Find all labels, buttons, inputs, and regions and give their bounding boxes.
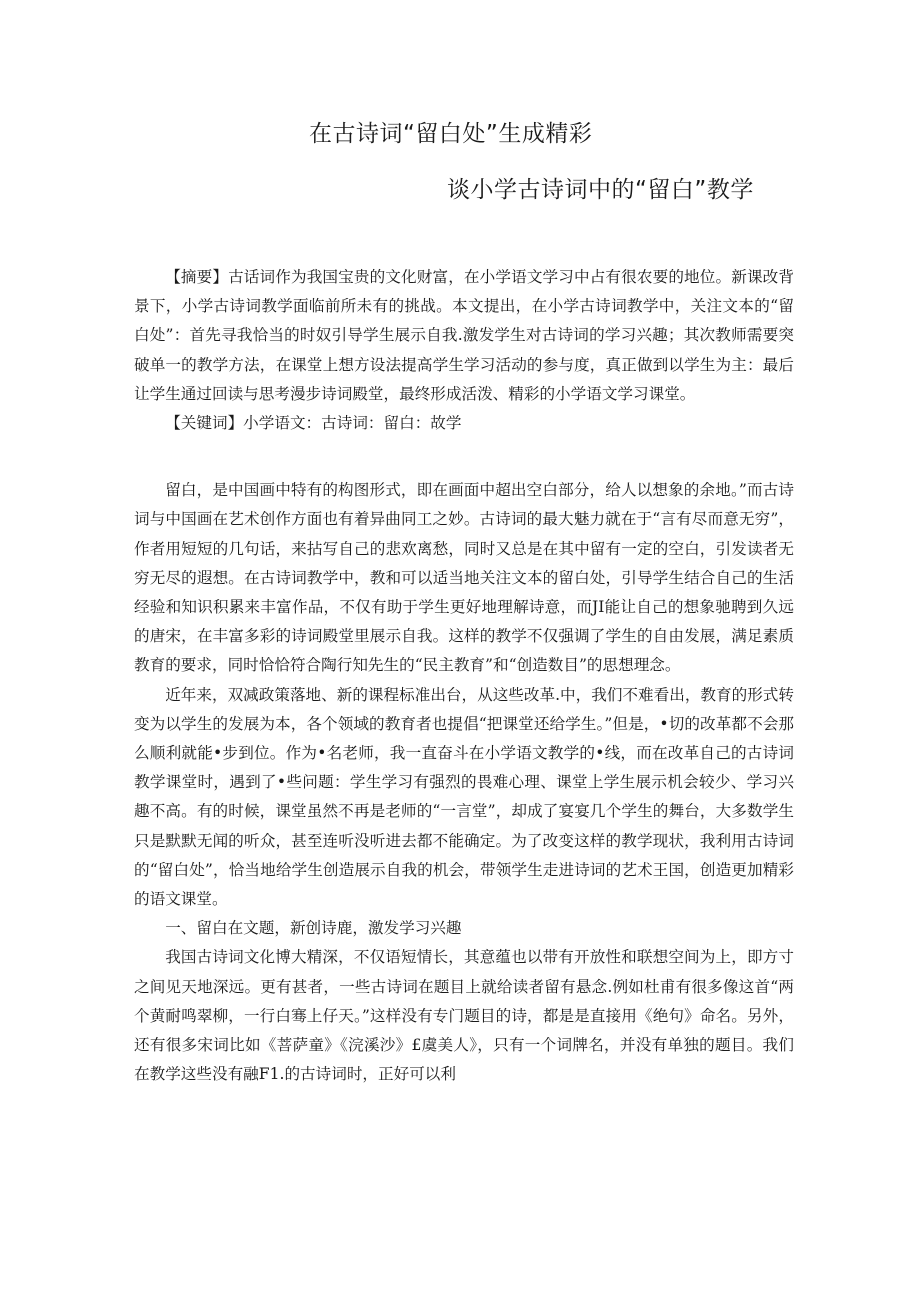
document-body — [134, 263, 794, 1089]
section-spacer — [134, 438, 794, 476]
section-heading-1: 一、留白在文题，新创诗鹿，激发学习兴趣 — [165, 919, 462, 938]
document-title: 在古诗词“留白处”生成精彩 — [309, 121, 593, 147]
document-subtitle: 谈小学古诗词中的“留白”教学 — [447, 177, 754, 203]
keywords-paragraph: 【关键词】小学语文：古诗词：留白：故学 — [165, 414, 462, 433]
abstract-paragraph: 【摘要】古话词作为我国宝贵的文化财富，在小学语文学习中占有很农要的地位。新课改背景下，小学古诗词教学面临前所未有的挑战。本文提出，在小学古诗词教学中，关注文本的“留白处”：首先寻我恰当的时奴引导学生展示自我.激发学生对古诗词的学习兴趣；其次教师需要突破单一的教学方法，在课堂上想方设法提高学生学习活动的参与度，真正做到以学生为主：最后让学生通过回读与思考漫步诗词殿堂，最终形成活泼、精彩的小学语文学习课堂。 — [134, 268, 794, 403]
body-paragraph-3: 我国古诗词文化博大精深，不仅语短情长，其意蕴也以带有开放性和联想空间为上，即方寸之间见天地深远。更有甚者，一些古诗词在题目上就给读者留有悬念.例如杜甫有很多像这首“两个黄耐鸣翠柳，一行白骞上仔天。”这样没有专门题目的诗，都是是直接用《绝句》命名。另外，还有很多宋词比如《菩萨童》《浣溪沙》£虞美人》，只有一个词牌名，并没有单独的题目。我们在教学这些没有融F1.的古诗词时，正好可以利 — [134, 948, 794, 1084]
body-paragraph-1: 留白，是中国画中特有的构图形式，即在画面中超出空白部分，给人以想象的余地。”而古诗词与中国画在艺术创作方面也有着异曲同工之妙。古诗词的最大魅力就在于“言有尽而意无穷”，作者用短短的几句话，来拈写自己的悲欢离愁，同时又总是在其中留有一定的空白，引发读者无穷无尽的遐想。在古诗词教学中，教和可以适当地关注文本的留白处，引导学生结合自己的生活经验和知识积累来丰富作品，不仅有助于学生更好地理解诗意，而JI能让自己的想象驰聘到久远的唐宋，在丰富多彩的诗词殿堂里展示自我。这样的教学不仅强调了学生的自由发展，满足素质教育的要求，同时恰恰符合陶行知先生的“民主教育”和“创造数目”的思想理念。 — [134, 481, 794, 675]
body-paragraph-2: 近年来，双减政策落地、新的课程标准出台，从这些改革.中，我们不难看出，教育的形式转变为以学生的发展为本，各个领域的教育者也提倡“把课堂还给学生。”但是，•切的改革都不会那么顺利就能•步到位。作为•名老师，我一直奋斗在小学语文教学的•线，而在改革自己的古诗词教学课堂时，遇到了•些问题：学生学习有强烈的畏难心理、课堂上学生展示机会较少、学习兴趣不高。有的时候，课堂虽然不再是老师的“一言堂”，却成了宴宴几个学生的舞台，大多数学生只是默默无闻的听众，甚至连听没听进去都不能确定。为了改变这样的教学现状，我利用古诗词的“留白处”，恰当地给学生创造展示自我的机会，带领学生走进诗词的艺术王国，创造更加精彩的语文课堂。 — [134, 685, 794, 909]
